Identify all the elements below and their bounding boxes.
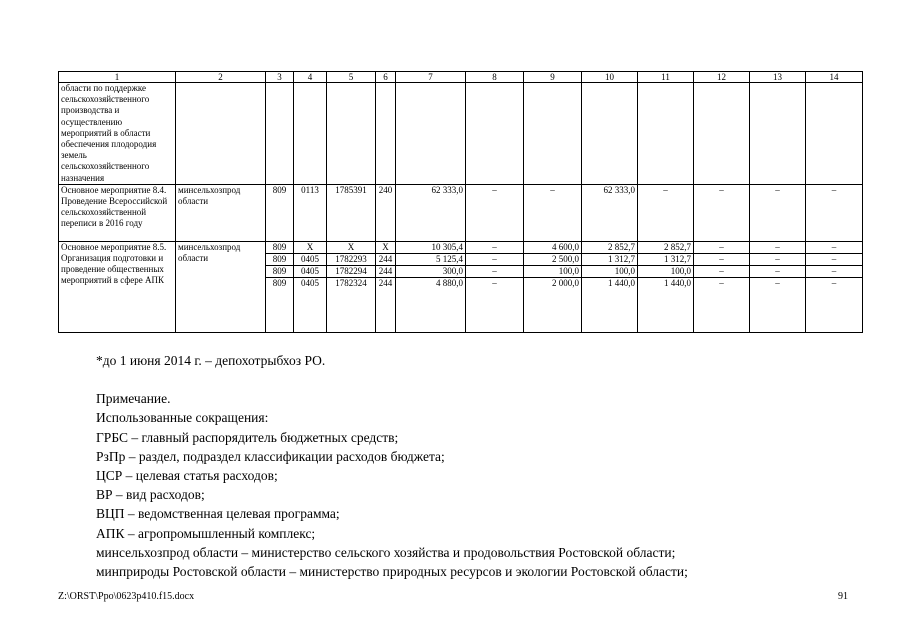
value-cell: –: [750, 184, 806, 241]
value-cell: –: [806, 278, 863, 333]
rzpr-cell: 0405: [294, 266, 327, 278]
header-cell: 11: [638, 72, 694, 83]
page-number: 91: [838, 591, 848, 602]
abbreviation-item: РзПр – раздел, подраздел классификации расходов бюджета;: [96, 448, 445, 464]
header-cell: 9: [524, 72, 582, 83]
notes-section: [96, 351, 688, 581]
value-cell: 2 852,7: [582, 241, 638, 253]
value-cell: –: [466, 266, 524, 278]
value-cell: –: [806, 184, 863, 241]
value-cell: –: [694, 254, 750, 266]
value-cell: –: [750, 254, 806, 266]
grbs-cell: 809: [266, 184, 294, 241]
vr-cell: Х: [376, 241, 396, 253]
header-cell: 6: [376, 72, 396, 83]
note-title: Примечание.: [96, 391, 171, 407]
value-cell: 62 333,0: [396, 184, 466, 241]
value-cell: –: [750, 266, 806, 278]
abbreviation-item: ВЦП – ведомственная целевая программа;: [96, 506, 340, 522]
value-cell: –: [694, 278, 750, 333]
csr-cell: 1782293: [327, 254, 376, 266]
abbreviation-item: минприроды Ростовской области – министерство природных ресурсов и экологии Ростовской области;: [96, 564, 688, 580]
value-cell: –: [466, 254, 524, 266]
value-cell: –: [466, 278, 524, 333]
csr-cell: Х: [327, 241, 376, 253]
value-cell: –: [694, 266, 750, 278]
value-cell: 100,0: [638, 266, 694, 278]
header-cell: 7: [396, 72, 466, 83]
rzpr-cell: 0405: [294, 254, 327, 266]
header-cell: 10: [582, 72, 638, 83]
grbs-cell: 809: [266, 254, 294, 266]
measure-name: Основное мероприятие 8.5. Организация подготовки и проведение общественных мероприятий в сфере АПК: [59, 241, 176, 333]
grbs-cell: 809: [266, 266, 294, 278]
header-cell: 12: [694, 72, 750, 83]
header-cell: 5: [327, 72, 376, 83]
value-cell: –: [806, 254, 863, 266]
table-row-continuation: [59, 83, 863, 185]
vr-cell: 244: [376, 254, 396, 266]
header-cell: 14: [806, 72, 863, 83]
value-cell: –: [806, 266, 863, 278]
value-cell: –: [466, 241, 524, 253]
abbreviation-item: минсельхозпрод области – министерство сельского хозяйства и продовольствия Ростовской области;: [96, 544, 676, 560]
header-cell: 1: [59, 72, 176, 83]
value-cell: 2 000,0: [524, 278, 582, 333]
csr-cell: 1785391: [327, 184, 376, 241]
abbreviation-item: АПК – агропромышленный комплекс;: [96, 525, 316, 541]
value-cell: –: [806, 241, 863, 253]
rzpr-cell: 0405: [294, 278, 327, 333]
grbs-cell: 809: [266, 241, 294, 253]
value-cell: –: [524, 184, 582, 241]
value-cell: –: [750, 241, 806, 253]
value-cell: –: [466, 184, 524, 241]
measure-name: Основное мероприятие 8.4. Проведение Всероссийской сельскохозяйственной переписи в 2016 году: [59, 184, 176, 241]
budget-table: [58, 71, 863, 333]
value-cell: 10 305,4: [396, 241, 466, 253]
abbreviation-item: ГРБС – главный распорядитель бюджетных средств;: [96, 429, 399, 445]
value-cell: –: [750, 278, 806, 333]
value-cell: 1 312,7: [582, 254, 638, 266]
value-cell: –: [694, 241, 750, 253]
header-cell: 3: [266, 72, 294, 83]
vr-cell: 244: [376, 266, 396, 278]
rzpr-cell: 0113: [294, 184, 327, 241]
csr-cell: 1782324: [327, 278, 376, 333]
value-cell: –: [638, 184, 694, 241]
footnote: *до 1 июня 2014 г. – депохотрыбхоз РО.: [96, 353, 326, 368]
value-cell: 4 880,0: [396, 278, 466, 333]
header-cell: 8: [466, 72, 524, 83]
csr-cell: 1782294: [327, 266, 376, 278]
value-cell: 62 333,0: [582, 184, 638, 241]
abbreviation-item: ВР – вид расходов;: [96, 487, 205, 503]
executor: минсельхозпрод области: [176, 184, 266, 241]
value-cell: 300,0: [396, 266, 466, 278]
table-row-8-5: [59, 241, 863, 253]
value-cell: 4 600,0: [524, 241, 582, 253]
file-path: Z:\ORST\Ppo\0623p410.f15.docx: [58, 591, 195, 602]
value-cell: 5 125,4: [396, 254, 466, 266]
rzpr-cell: Х: [294, 241, 327, 253]
abbreviation-item: ЦСР – целевая статья расходов;: [96, 468, 278, 484]
value-cell: 1 312,7: [638, 254, 694, 266]
grbs-cell: 809: [266, 278, 294, 333]
value-cell: –: [694, 184, 750, 241]
table-row-8-4: [59, 184, 863, 241]
value-cell: 100,0: [524, 266, 582, 278]
header-cell: 2: [176, 72, 266, 83]
abbreviations-intro: Использованные сокращения:: [96, 410, 269, 426]
vr-cell: 244: [376, 278, 396, 333]
value-cell: 100,0: [582, 266, 638, 278]
vr-cell: 240: [376, 184, 396, 241]
header-cell: 13: [750, 72, 806, 83]
value-cell: 2 852,7: [638, 241, 694, 253]
value-cell: 2 500,0: [524, 254, 582, 266]
header-row: [59, 72, 863, 83]
value-cell: 1 440,0: [582, 278, 638, 333]
value-cell: 1 440,0: [638, 278, 694, 333]
measure-name: области по поддержке сельскохозяйственного производства и осуществлению мероприятий в области обеспечения плодородия земель сельскохозяйственного назначения: [59, 83, 176, 185]
executor: минсельхозпрод области: [176, 241, 266, 333]
header-cell: 4: [294, 72, 327, 83]
